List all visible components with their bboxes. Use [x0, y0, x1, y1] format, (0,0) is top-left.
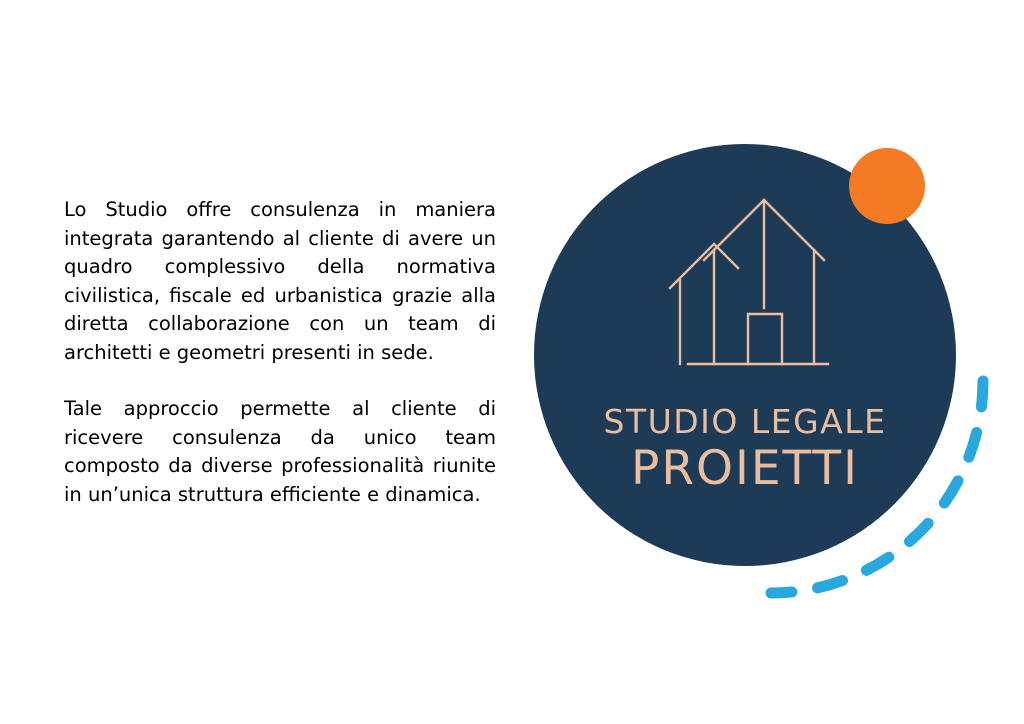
paragraph-intro: Lo Studio offre consulenza in maniera integrata garantendo al cliente di avere un quadro complessivo della normativa civilistica, fiscale ed urbanistica grazie alla diretta collaborazione con un team di architetti e geometri presenti in sede. [64, 198, 496, 364]
paragraph-approach: Tale approccio permette al cliente di ricevere consulenza da unico team composto da diverse professionalità riunite in un’unica struttura efficiente e dinamica. [64, 397, 496, 506]
house-outline-icon [652, 168, 842, 398]
logo-line-proietti: PROIETTI [630, 441, 859, 496]
orange-dot-icon [849, 148, 925, 224]
body-text-column [64, 196, 496, 509]
logo-wordmark [534, 402, 956, 496]
studio-logo [520, 130, 990, 600]
logo-line-studio-legale: STUDIO LEGALE [603, 402, 887, 441]
